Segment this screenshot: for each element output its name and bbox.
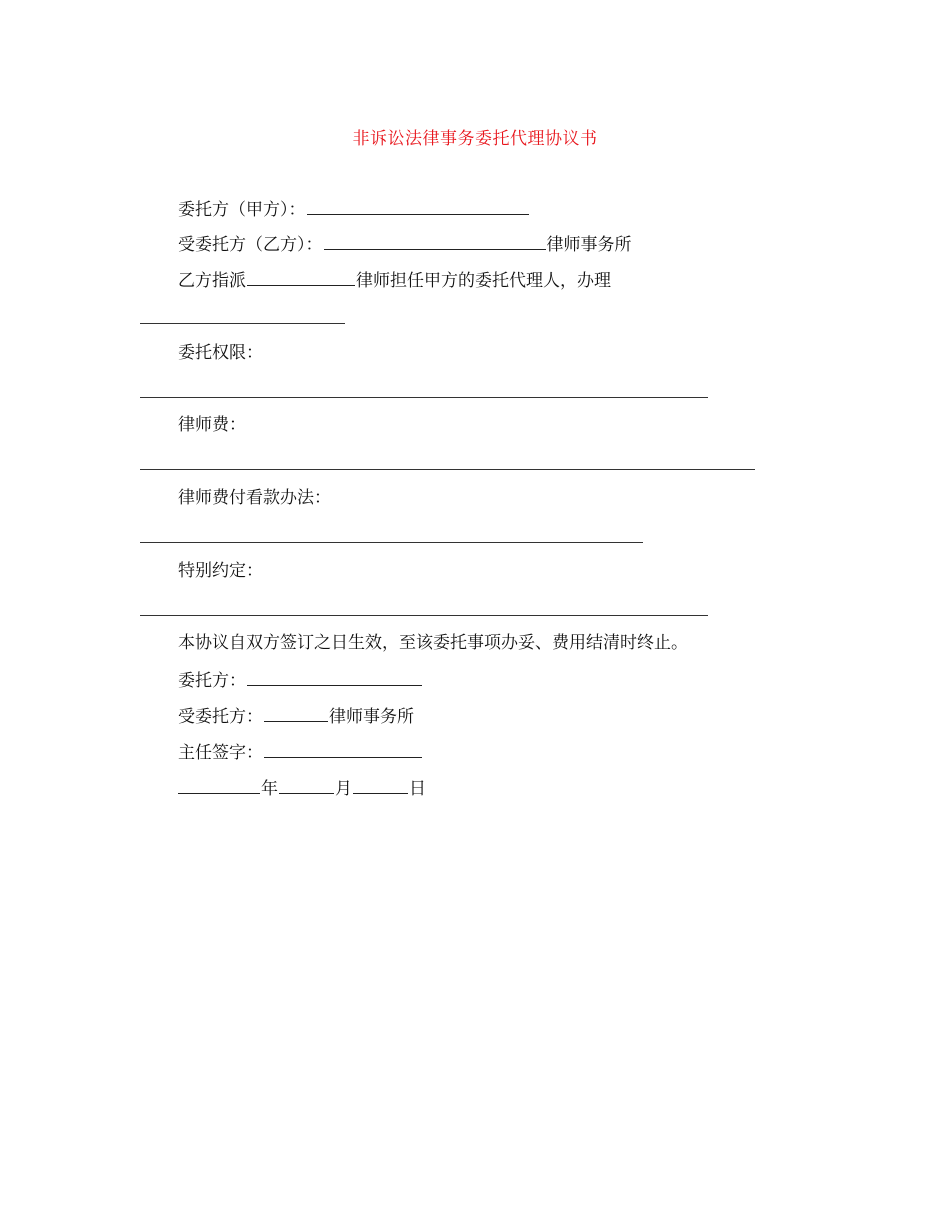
special-line: [178, 560, 263, 582]
special-label: 特别约定：: [178, 561, 263, 581]
sign-client-label: 委托方：: [178, 671, 246, 691]
agent-label: 受委托方（乙方）：: [178, 235, 323, 255]
director-label: 主任签字：: [178, 743, 263, 763]
special-blank[interactable]: [140, 615, 708, 616]
client-blank[interactable]: [307, 198, 529, 215]
month-blank[interactable]: [279, 777, 334, 794]
client-line: [178, 198, 530, 221]
sign-agent-label: 受委托方：: [178, 707, 263, 727]
authority-line: [178, 342, 263, 364]
day-label: 日: [409, 779, 426, 799]
assign-prefix: 乙方指派: [178, 271, 246, 291]
sign-client-blank[interactable]: [247, 669, 422, 686]
year-blank[interactable]: [178, 777, 260, 794]
date-line: [178, 777, 426, 800]
authority-label: 委托权限：: [178, 343, 263, 363]
agent-suffix: 律师事务所: [546, 235, 632, 255]
client-label: 委托方（甲方）：: [178, 200, 306, 220]
sign-agent-blank[interactable]: [264, 705, 328, 722]
fee-blank[interactable]: [140, 469, 755, 470]
assign-line: [178, 269, 611, 292]
effective-text: 本协议自双方签订之日生效，至该委托事项办妥、费用结清时终止。: [178, 633, 688, 653]
director-line: [178, 741, 423, 764]
lawyer-name-blank[interactable]: [247, 269, 355, 286]
sign-agent-line: [178, 705, 414, 728]
director-signature-blank[interactable]: [264, 741, 422, 758]
payment-label: 律师费付看款办法：: [178, 488, 331, 508]
assign-suffix: 律师担任甲方的委托代理人，办理: [356, 271, 611, 291]
year-label: 年: [261, 779, 278, 799]
fee-label: 律师费：: [178, 415, 246, 435]
sign-agent-suffix: 律师事务所: [329, 707, 414, 727]
authority-blank[interactable]: [140, 397, 708, 398]
month-label: 月: [335, 779, 352, 799]
payment-line: [178, 487, 331, 509]
fee-line: [178, 414, 246, 436]
document-title: 非诉讼法律事务委托代理协议书: [352, 129, 598, 149]
effective-line: [178, 632, 688, 654]
sign-client-line: [178, 669, 423, 692]
agent-blank[interactable]: [324, 233, 546, 250]
matter-blank[interactable]: [140, 323, 345, 324]
day-blank[interactable]: [353, 777, 408, 794]
payment-blank[interactable]: [140, 542, 643, 543]
agent-line: [178, 233, 632, 256]
